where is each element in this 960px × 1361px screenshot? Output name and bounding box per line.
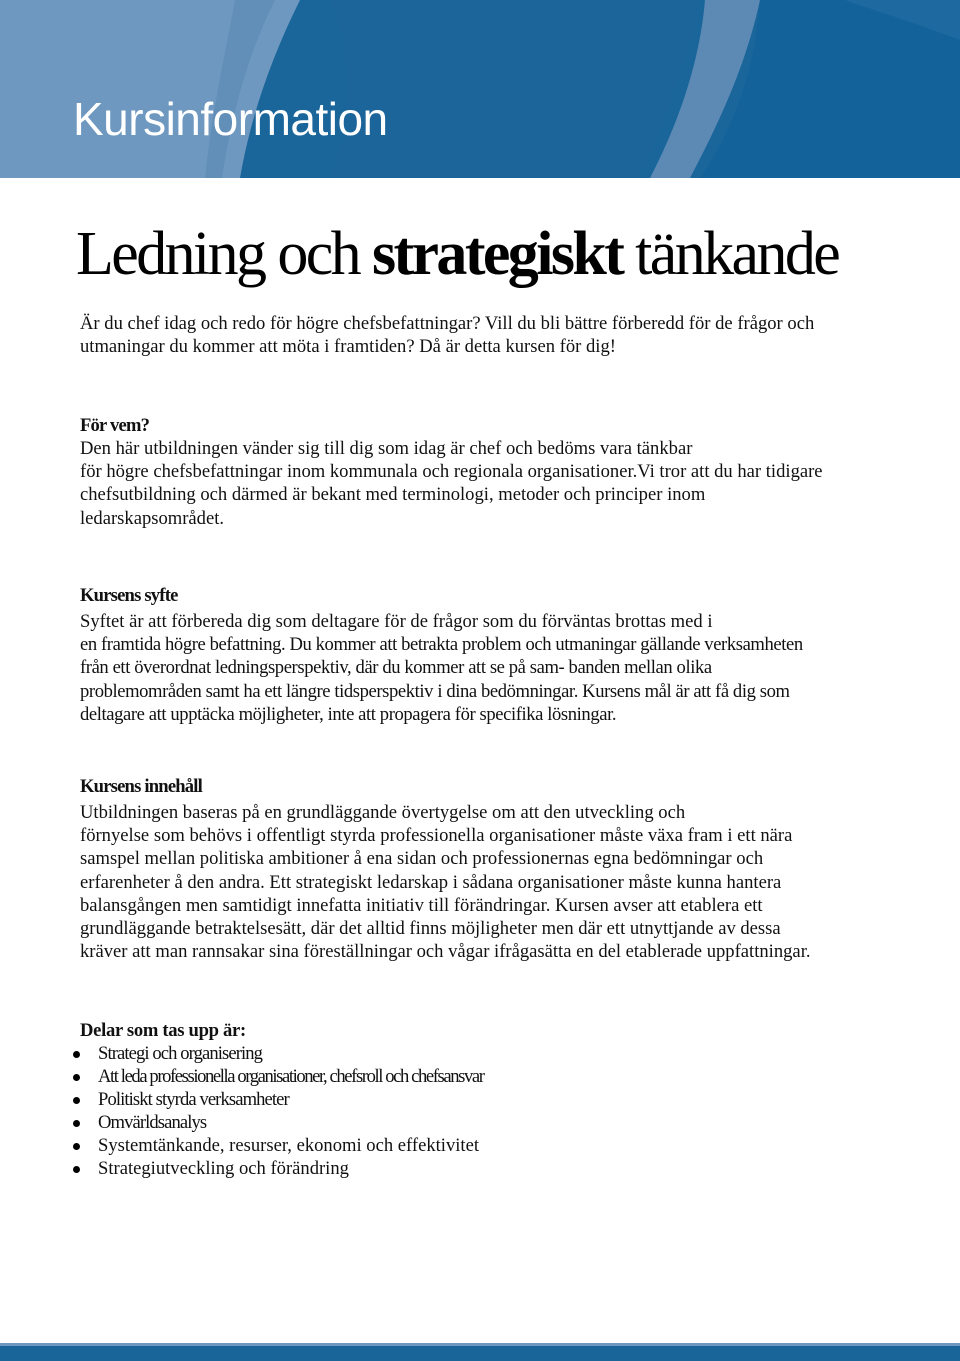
header-wave-graphic <box>0 0 960 178</box>
list-item-label: Systemtänkande, resurser, ekonomi och effektivitet <box>98 1135 480 1156</box>
bullet-icon <box>73 1097 80 1104</box>
list-item <box>80 1042 940 1065</box>
delar-section <box>80 1019 940 1180</box>
innehall-line: grundläggande betraktelsesätt, där det alltid finns möjligheter men där ett utnyttjande av dessa <box>80 918 781 940</box>
for-vem-heading: För vem? <box>80 415 150 436</box>
list-item <box>80 1111 940 1134</box>
innehall-line: samspel mellan politiska ambitioner å ena sidan och professionernas egna bedömningar och <box>80 848 764 870</box>
innehall-heading: Kursens innehåll <box>80 776 203 797</box>
syfte-line: deltagare att upptäcka möjligheter, inte att propagera för specifika lösningar. <box>80 703 617 725</box>
title-part2: tänkande <box>622 220 839 288</box>
innehall-line: erfarenheter å den andra. Ett strategiskt ledarskap i sådana organisationer måste kunna hantera <box>80 871 782 893</box>
intro-line: Är du chef idag och redo för högre chefsbefattningar? Vill du bli bättre förberedd för de frågor och <box>80 313 815 334</box>
list-item-label: Strategiutveckling och förändring <box>98 1158 349 1179</box>
list-item-label: Att leda professionella organisationer, chefsroll och chefsansvar <box>98 1066 484 1087</box>
delar-list <box>80 1042 940 1180</box>
bullet-icon <box>73 1166 80 1173</box>
for-vem-line: Den här utbildningen vänder sig till dig som idag är chef och bedöms vara tänkbar <box>80 438 693 459</box>
list-item <box>80 1157 940 1180</box>
header-title: Kursinformation <box>73 93 388 145</box>
for-vem-section <box>80 414 940 530</box>
list-item-label: Strategi och organisering <box>98 1043 263 1064</box>
innehall-section <box>80 775 940 963</box>
bullet-icon <box>73 1051 80 1058</box>
syfte-section <box>80 584 940 726</box>
intro-paragraph <box>80 312 920 358</box>
innehall-line: balansgången men samtidigt innefatta initiativ till förändringar. Kursen avser att etablera ett <box>80 894 763 916</box>
syfte-line: problemområden samt ha ett längre tidsperspektiv i dina bedömningar. Kursens mål är att få dig som <box>80 680 790 702</box>
for-vem-line: chefsutbildning och därmed är bekant med terminologi, metoder och principer inom <box>80 484 706 506</box>
intro-line: utmaningar du kommer att möta i framtiden? Då är detta kursen för dig! <box>80 336 616 358</box>
syfte-line: en framtida högre befattning. Du kommer att betrakta problem och utmaningar gällande verksamheten <box>80 634 803 656</box>
list-item <box>80 1134 940 1157</box>
list-item <box>80 1065 940 1088</box>
innehall-line: förnyelse som behövs i offentligt styrda professionella organisationer måste växa fram i ett nära <box>80 825 793 847</box>
list-item <box>80 1088 940 1111</box>
footer-stripe-graphic <box>0 1343 960 1361</box>
bullet-icon <box>73 1120 80 1127</box>
innehall-line: Utbildningen baseras på en grundläggande övertygelse om att den utveckling och <box>80 802 686 823</box>
bullet-icon <box>73 1143 80 1150</box>
title-bold-part: strategiskt <box>371 220 623 288</box>
for-vem-line: för högre chefsbefattningar inom kommunala och regionala organisationer.Vi tror att du har tidigare <box>80 461 823 483</box>
page-title <box>76 220 838 288</box>
delar-heading: Delar som tas upp är: <box>80 1020 246 1041</box>
syfte-heading: Kursens syfte <box>80 585 178 606</box>
footer-bar <box>0 1343 960 1361</box>
innehall-line: kräver att man rannsakar sina föreställningar och vågar ifrågasätta en del etablerade uppfattningar. <box>80 941 811 963</box>
for-vem-line: ledarskapsområdet. <box>80 507 225 529</box>
bullet-icon <box>73 1074 80 1081</box>
list-item-label: Omvärldsanalys <box>98 1112 207 1133</box>
syfte-line: från ett överordnat ledningsperspektiv, där du kommer att se på sam- banden mellan olika <box>80 657 712 679</box>
title-part1: Ledning och <box>76 220 372 288</box>
list-item-label: Politiskt styrda verksamheter <box>98 1089 289 1110</box>
syfte-line: Syftet är att förbereda dig som deltagare för de frågor som du förväntas brottas med i <box>80 611 713 632</box>
header-banner <box>0 0 960 178</box>
